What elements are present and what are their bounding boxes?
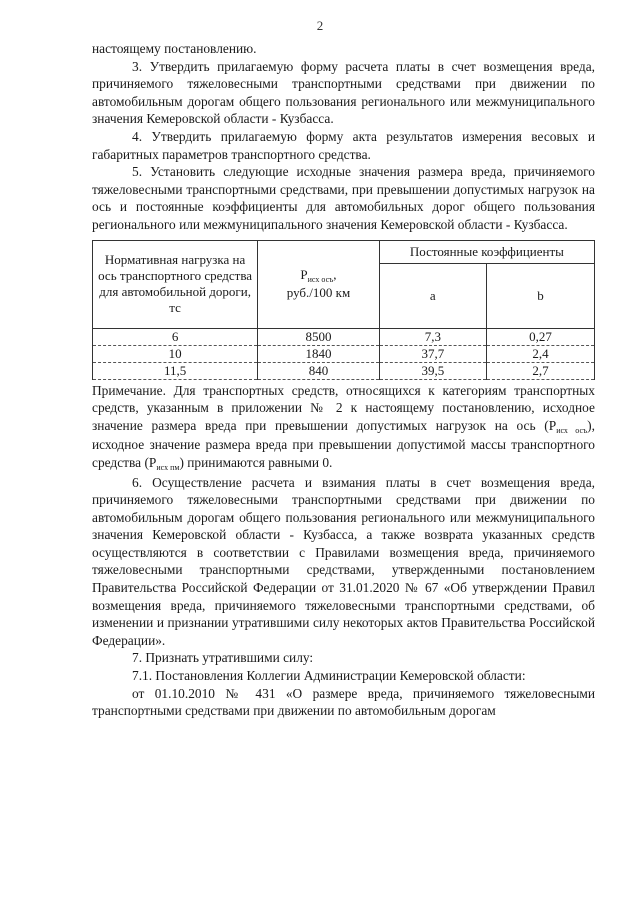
harm-values-table: [92, 240, 595, 380]
page-number: 2: [316, 18, 324, 33]
cell-load: 11,5: [93, 362, 258, 379]
paragraph-4: 4. Утвердить прилагаемую форму акта результатов измерения весовых и габаритных параметров транспортного средства.: [92, 128, 595, 162]
header-base-value: $P_{исх осъ}$, руб./100 км: [258, 240, 380, 328]
header-base-value-subscript: исх осъ: [307, 275, 334, 285]
header-base-value-symbol: P: [300, 267, 308, 283]
header-coef-a: a: [379, 263, 486, 328]
cell-coef-a: 37,7: [379, 345, 486, 362]
paragraph-continuation: настоящему постановлению.: [92, 41, 257, 56]
paragraph-5: 5. Установить следующие исходные значения размера вреда, причиняемого тяжеловесными транспортными средствами, при превышении допустимых нагрузок на ось и постоянные коэффициенты для автомобильных дорог общего пользования регионального или межмуниципального значения Кемеровской области - Кузбасса.: [92, 164, 595, 232]
cell-base-value: 1840: [258, 345, 380, 362]
cell-load: 10: [93, 345, 258, 362]
document-body: [92, 40, 595, 720]
cell-coef-a: 39,5: [379, 362, 486, 379]
note-subscript-2: исх пм: [156, 462, 180, 472]
table-row: [93, 362, 595, 379]
cell-coef-b: 2,4: [486, 345, 594, 362]
table-row: [93, 345, 595, 362]
paragraph-6: 6. Осуществление расчета и взимания платы в счет возмещения вреда, причиняемого тяжеловесными транспортными средствами при движении по автомобильным дорогам общего пользования регионального или межмуниципального значения Кемеровской области - Кузбасса, а также возврата указанных средств осуществляются в соответствии с Правилами возмещения вреда, причиняемого тяжеловесными транспортными средствами, утвержденными постановлением Правительства Российской Федерации от 31.01.2020 № 67 «Об утверждении Правил возмещения вреда, причиняемого тяжеловесными транспортными средствами, об изменении и признании утратившими силу некоторых актов Правительства Российской Федерации».: [92, 474, 595, 648]
cell-base-value: 8500: [258, 328, 380, 345]
cell-base-value: 840: [258, 362, 380, 379]
note-text-3: ) принимаются равными 0.: [179, 454, 333, 470]
header-axle-load: Нормативная нагрузка на ось транспортного средства для автомобильной дороги, тс: [93, 240, 258, 328]
note-subscript-1: исх осъ: [556, 425, 588, 435]
header-base-value-unit: руб./100 км: [286, 285, 351, 301]
cell-coef-b: 0,27: [486, 328, 594, 345]
cell-coef-a: 7,3: [379, 328, 486, 345]
header-coefficients: Постоянные коэффициенты: [379, 240, 594, 263]
note-text-1: Примечание. Для транспортных средств, относящихся к категориям транспортных средств, указанным в приложении № 2 к настоящему постановлению, исходное значение размера вреда при превышении допустимых нагрузок на ось (P: [92, 382, 595, 433]
cell-coef-b: 2,7: [486, 362, 594, 379]
paragraph-7-2: от 01.10.2010 № 431 «О размере вреда, причиняемого тяжеловесными транспортными средствами при движении по автомобильным дорогам: [92, 685, 595, 719]
paragraph-3: 3. Утвердить прилагаемую форму расчета платы в счет возмещения вреда, причиняемого тяжеловесными транспортными средствами при движении по автомобильным дорогам общего пользования регионального или межмуниципального значения Кемеровской области - Кузбасса.: [92, 58, 595, 127]
paragraph-7-1: 7.1. Постановления Коллегии Администрации Кемеровской области:: [132, 668, 526, 684]
table-note: [92, 382, 595, 474]
paragraph-7: 7. Признать утратившими силу:: [132, 650, 314, 666]
note-text-2: ), исходное значение размера вреда при превышении допустимой массы транспортного средства (P: [92, 417, 595, 470]
cell-load: 6: [93, 328, 258, 345]
header-coef-b: b: [486, 263, 594, 328]
table-row: [93, 328, 595, 345]
